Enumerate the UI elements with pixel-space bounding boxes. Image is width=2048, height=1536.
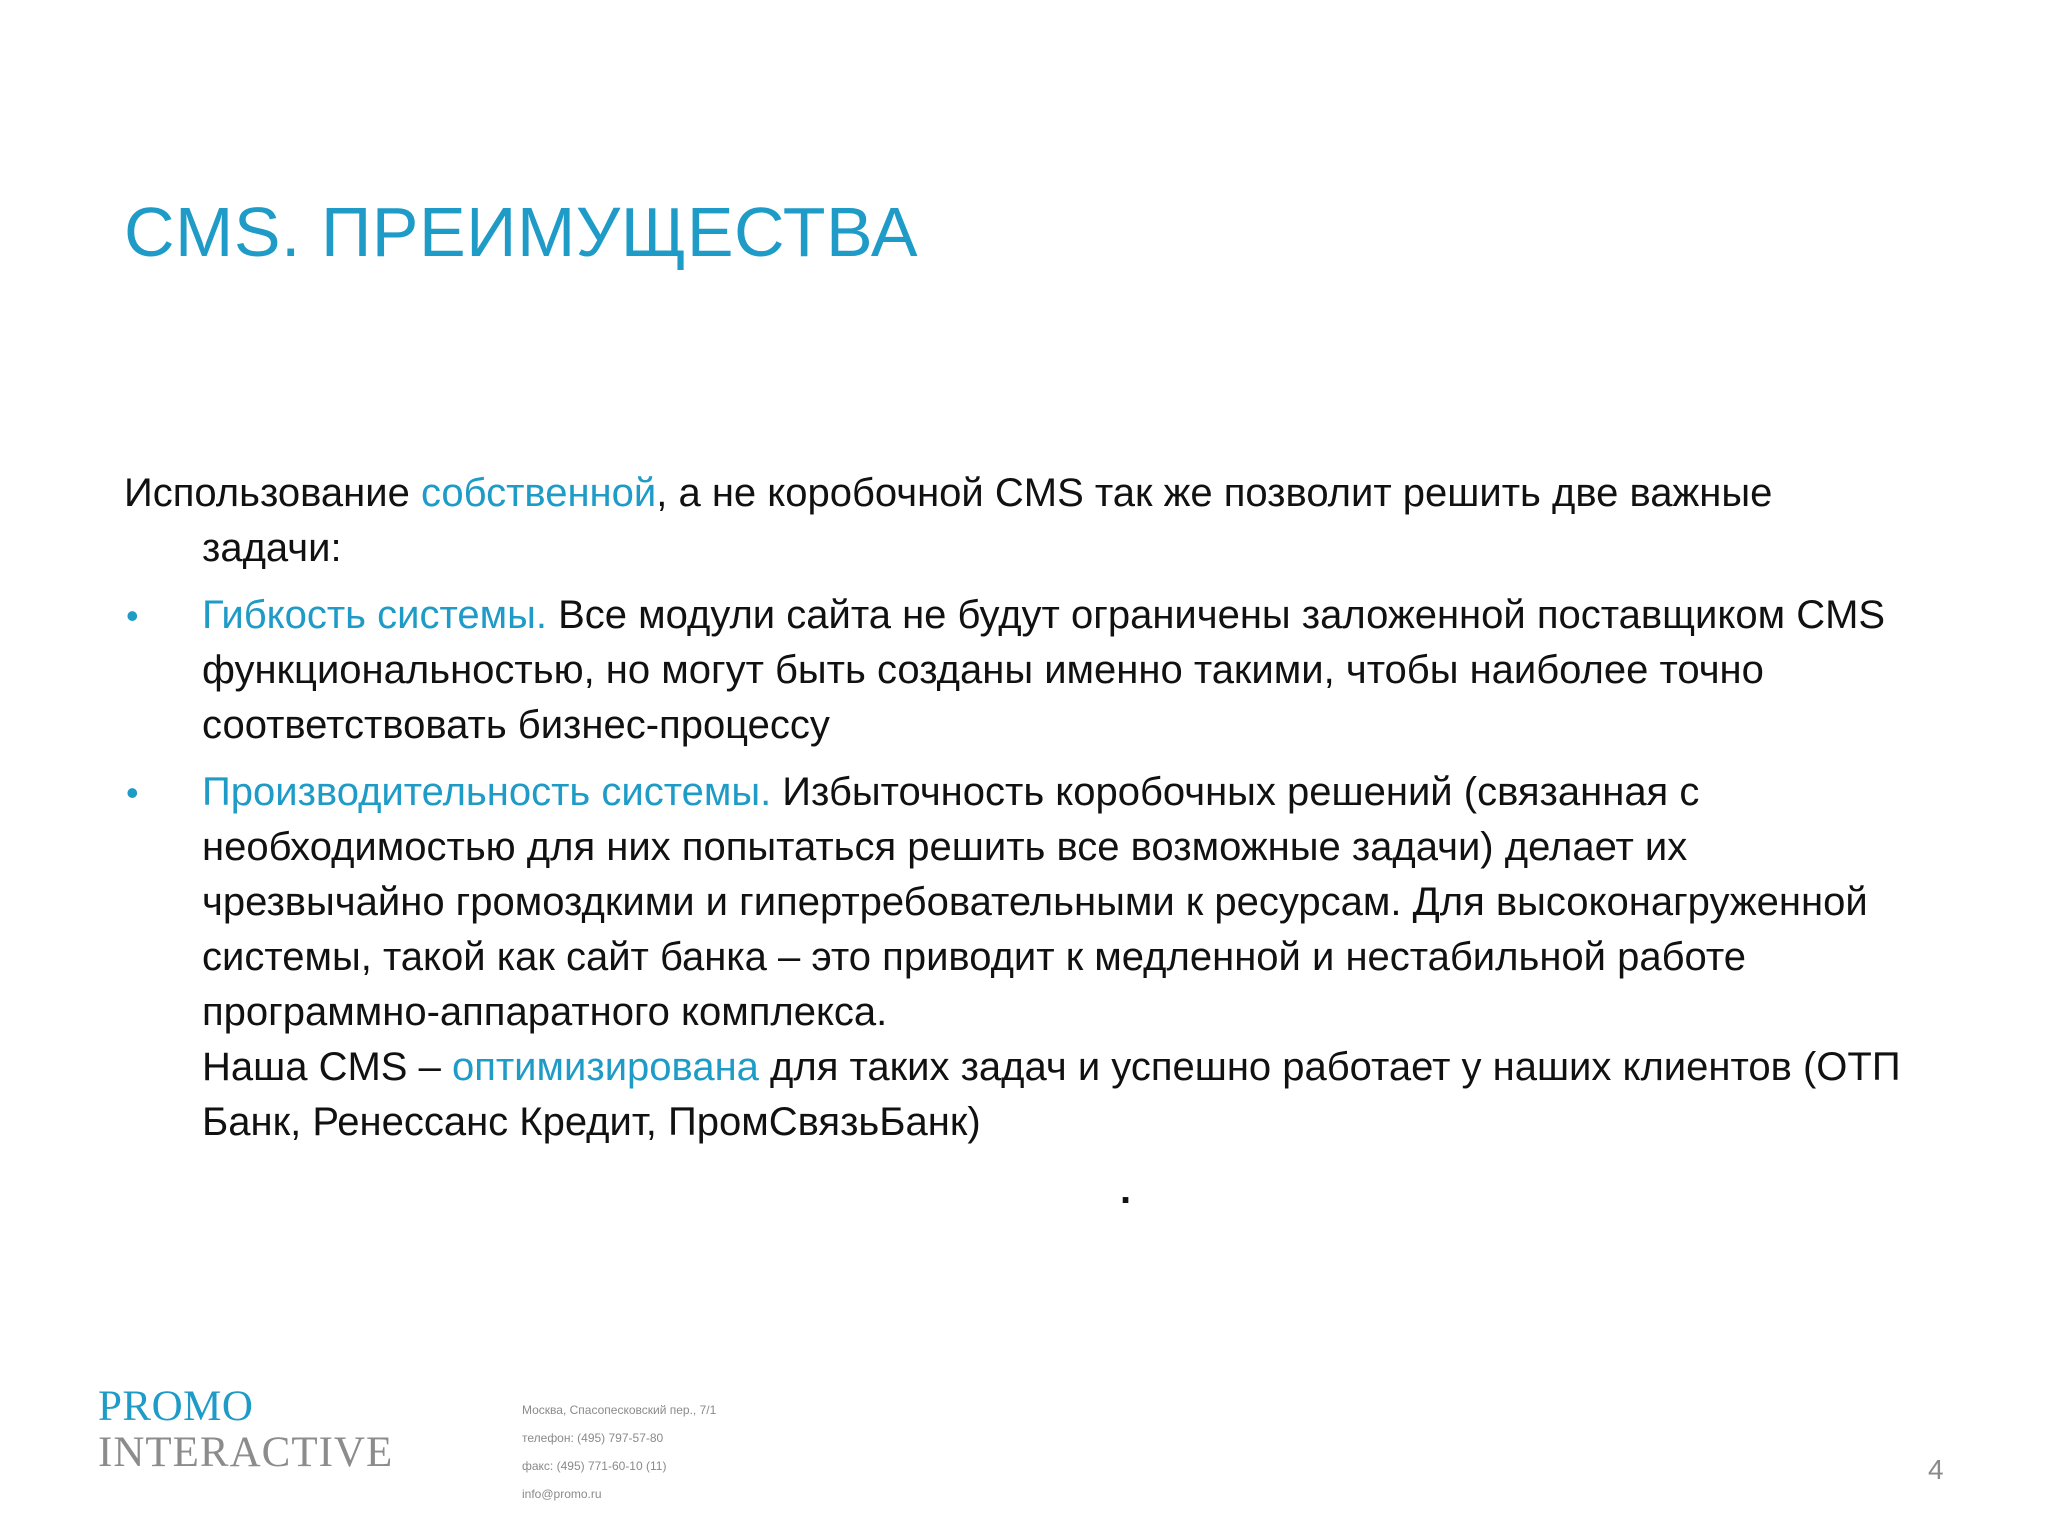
logo-word-promo: PROMO <box>98 1383 254 1430</box>
intro-text-start: Использование <box>124 471 421 515</box>
bullet-text-flexibility: Все модули сайта не будут ограничены заложенной поставщиком CMS функциональностью, но могут быть созданы именно такими, чтобы наиболее точно соответствовать бизнес-процессу <box>202 593 1886 747</box>
contact-address: Москва, Спасопесковский пер., 7/1 <box>522 1403 717 1417</box>
performance-cont-accent: оптимизирована <box>451 1045 759 1089</box>
contact-phone: телефон: (495) 797-57-80 <box>522 1431 664 1445</box>
contact-info <box>522 1396 716 1508</box>
slide-title: CMS. ПРЕИМУЩЕСТВА <box>124 193 919 271</box>
performance-cont-end: для таких задач и успешно работает у наших клиентов (ОТП Банк, Ренессанс Кредит, ПромСвязьБанк) <box>202 1045 1901 1144</box>
intro-paragraph <box>124 466 1904 576</box>
page-number: 4 <box>1928 1454 1944 1485</box>
bullet-text-performance: Избыточность коробочных решений (связанная с необходимостью для них попытаться решить все возможные задачи) делает их чрезвычайно громоздкими и гипертребовательными к ресурсам. Для высоконагруженной системы, такой как сайт банка – это приводит к медленной и нестабильной работе программно-аппаратного комплекса. <box>202 770 1868 1034</box>
trailing-dot: . <box>1120 1168 1132 1212</box>
bullet-performance <box>124 765 1904 1150</box>
bullet-icon: • <box>126 595 139 636</box>
bullet-flexibility <box>124 588 1904 753</box>
bullet-heading-flexibility: Гибкость системы. <box>202 593 547 637</box>
performance-cont-start: Наша CMS – <box>202 1045 452 1089</box>
company-logo <box>98 1384 393 1476</box>
contact-email: info@promo.ru <box>522 1487 602 1501</box>
bullet-icon: • <box>126 772 139 813</box>
intro-accent: собственной <box>420 471 657 515</box>
contact-fax: факс: (495) 771-60-10 (11) <box>522 1459 667 1473</box>
intro-text-end: , а не коробочной CMS так же позволит решить две важные задачи: <box>202 471 1773 570</box>
bullet-heading-performance: Производительность системы. <box>202 770 772 814</box>
logo-word-interactive: INTERACTIVE <box>98 1429 394 1476</box>
slide-body <box>124 466 1904 1162</box>
